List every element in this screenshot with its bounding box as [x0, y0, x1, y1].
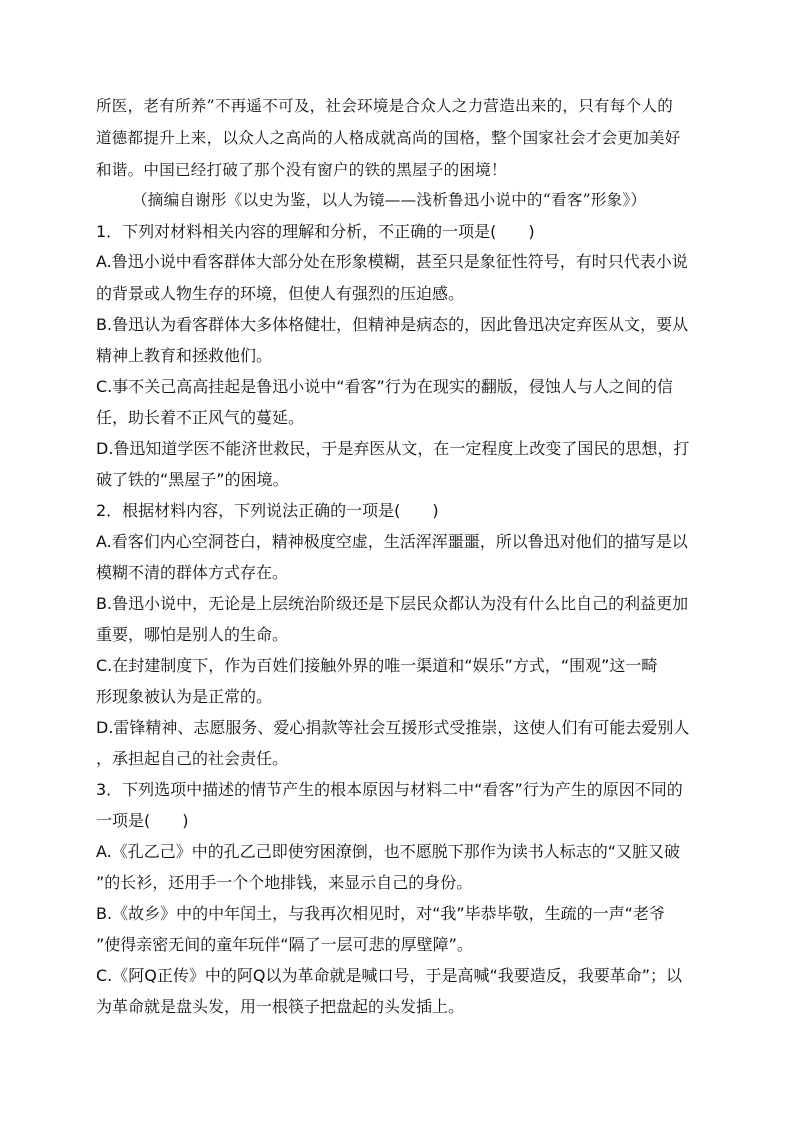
question-1-option-c: 任，助长着不正风气的蔓延。 [96, 408, 305, 427]
question-3-stem: 3．下列选项中描述的情节产生的根本原因与材料二中“看客”行为产生的原因不同的 [96, 780, 683, 799]
question-1-option-a: A.鲁迅小说中看客群体大部分处在形象模糊，甚至只是象征性符号，有时只代表小说 [96, 252, 688, 271]
question-1-option-d: D.鲁迅知道学医不能济世救民，于是弃医从文，在一定程度上改变了国民的思想，打 [96, 439, 690, 458]
passage-source: （摘编自谢彤《以史为鉴，以人为镜——浅析鲁迅小说中的“看客”形象》） [132, 191, 647, 209]
question-1-option-a: 的背景或人物生存的环境，但使人有强烈的压迫感。 [96, 284, 465, 303]
question-1-option-d: 破了铁的“黑屋子”的困境。 [96, 470, 289, 489]
question-1-option-b: B.鲁迅认为看客群体大多体格健壮，但精神是病态的，因此鲁迅决定弃医从文，要从 [96, 315, 689, 334]
question-3-option-a: A.《孔乙己》中的孔乙己即使穷困潦倒，也不愿脱下那作为读书人标志的“又脏又破 [96, 842, 681, 861]
question-3-option-b: ”使得亲密无间的童年玩伴“隔了一层可悲的厚壁障”。 [96, 935, 473, 954]
question-2-option-b: B.鲁迅小说中，无论是上层统治阶级还是下层民众都认为没有什么比自己的利益更加 [96, 594, 689, 613]
question-2-option-a: A.看客们内心空洞苍白，精神极度空虚，生活浑浑噩噩，所以鲁迅对他们的描写是以 [96, 532, 688, 551]
question-1-stem: 1．下列对材料相关内容的理解和分析，不正确的一项是( ) [96, 222, 535, 241]
question-2-stem: 2．根据材料内容，下列说法正确的一项是( ) [96, 501, 439, 520]
question-3-stem: 一项是( ) [96, 811, 189, 830]
question-3-option-c: 为革命就是盘头发，用一根筷子把盘起的头发插上。 [96, 997, 465, 1016]
question-3-option-b: B.《故乡》中的中年闰土，与我再次相见时，对“我”毕恭毕敬，生疏的一声“老爷 [96, 904, 665, 923]
question-2-option-c: 形现象被认为是正常的。 [96, 687, 273, 706]
question-2-option-a: 模糊不清的群体方式存在。 [96, 563, 289, 582]
question-3-option-a: ”的长衫，还用手一个个地排钱，来显示自己的身份。 [96, 873, 473, 892]
question-1-option-c: C.事不关己高高挂起是鲁迅小说中“看客”行为在现实的翻版，侵蚀人与人之间的信 [96, 377, 673, 396]
question-2-option-d: D.雷锋精神、志愿服务、爱心捐款等社会互援形式受推崇，这使人们有可能去爱别人 [96, 718, 690, 737]
question-2-option-b: 重要，哪怕是别人的生命。 [96, 625, 289, 644]
question-2-option-d: ，承担起自己的社会责任。 [96, 749, 289, 768]
question-1-option-b: 精神上教育和拯救他们。 [96, 346, 273, 365]
question-2-option-c: C.在封建制度下，作为百姓们接触外界的唯一渠道和“娱乐”方式，“围观”这一畸 [96, 656, 658, 675]
passage-line: 和谐。中国已经打破了那个没有窗户的铁的黑屋子的困境！ [96, 161, 507, 179]
passage-line: 所医，老有所养”不再遥不可及，社会环境是合众人之力营造出来的，只有每个人的 [96, 97, 674, 115]
passage-line: 道德都提升上来，以众人之高尚的人格成就高尚的国格，整个国家社会才会更加美好 [96, 129, 681, 147]
question-3-option-c: C.《阿Q正传》中的阿Q以为革命就是喊口号，于是高喊“我要造反，我要革命”；以 [96, 966, 683, 985]
